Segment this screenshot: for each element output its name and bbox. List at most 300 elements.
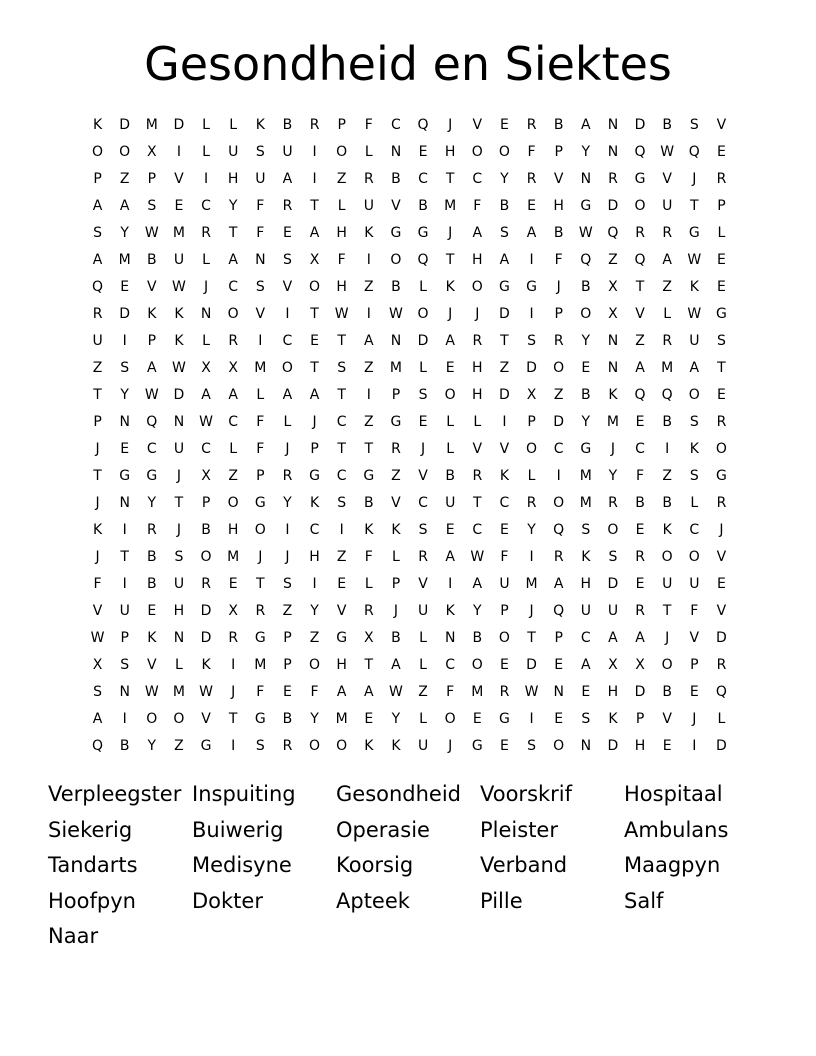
grid-cell[interactable]: N: [580, 171, 592, 187]
grid-cell[interactable]: V: [662, 171, 672, 187]
grid-cell[interactable]: R: [716, 414, 727, 430]
grid-cell[interactable]: R: [526, 495, 537, 511]
grid-cell[interactable]: V: [391, 495, 401, 511]
grid-cell[interactable]: H: [472, 360, 483, 376]
grid-cell[interactable]: B: [662, 414, 672, 430]
grid-cell[interactable]: C: [689, 522, 700, 538]
grid-cell[interactable]: E: [418, 144, 428, 160]
grid-cell[interactable]: R: [228, 630, 239, 646]
grid-cell[interactable]: W: [199, 414, 213, 430]
grid-cell[interactable]: S: [527, 738, 536, 754]
grid-cell[interactable]: S: [608, 549, 618, 565]
grid-cell[interactable]: V: [201, 711, 211, 727]
grid-cell[interactable]: G: [309, 468, 320, 484]
grid-cell[interactable]: G: [580, 198, 592, 214]
grid-cell[interactable]: A: [499, 252, 510, 268]
grid-cell[interactable]: M: [389, 360, 402, 376]
grid-cell[interactable]: L: [446, 441, 455, 457]
grid-cell[interactable]: U: [445, 495, 456, 511]
grid-cell[interactable]: N: [607, 360, 619, 376]
grid-cell[interactable]: J: [692, 171, 697, 187]
grid-cell[interactable]: Q: [661, 387, 673, 403]
grid-cell[interactable]: O: [309, 657, 321, 673]
grid-cell[interactable]: J: [448, 225, 453, 241]
grid-cell[interactable]: L: [717, 711, 726, 727]
grid-cell[interactable]: U: [662, 198, 673, 214]
grid-cell[interactable]: E: [120, 441, 130, 457]
grid-cell[interactable]: S: [689, 468, 699, 484]
grid-cell[interactable]: U: [580, 603, 591, 619]
grid-cell[interactable]: Z: [364, 360, 374, 376]
grid-cell[interactable]: S: [93, 684, 102, 700]
grid-cell[interactable]: G: [499, 711, 510, 727]
grid-cell[interactable]: W: [389, 306, 403, 322]
grid-cell[interactable]: J: [556, 279, 561, 295]
grid-cell[interactable]: U: [173, 576, 185, 592]
grid-cell[interactable]: J: [95, 549, 100, 565]
grid-cell[interactable]: V: [689, 630, 700, 646]
grid-cell[interactable]: H: [553, 198, 564, 214]
grid-cell[interactable]: O: [688, 387, 700, 403]
grid-cell[interactable]: P: [391, 576, 401, 592]
grid-cell[interactable]: A: [445, 333, 455, 349]
grid-cell[interactable]: S: [337, 360, 347, 376]
grid-cell[interactable]: B: [418, 198, 428, 214]
grid-cell[interactable]: P: [391, 387, 401, 403]
grid-cell[interactable]: L: [690, 495, 699, 511]
grid-cell[interactable]: V: [92, 603, 103, 619]
grid-cell[interactable]: S: [282, 252, 292, 268]
grid-cell[interactable]: C: [499, 495, 510, 511]
grid-cell[interactable]: J: [448, 306, 453, 322]
grid-cell[interactable]: C: [228, 279, 239, 295]
grid-cell[interactable]: I: [529, 549, 534, 565]
grid-cell[interactable]: U: [255, 171, 266, 187]
grid-cell[interactable]: E: [717, 576, 726, 592]
grid-cell[interactable]: I: [122, 711, 127, 727]
grid-cell[interactable]: R: [472, 333, 483, 349]
grid-cell[interactable]: C: [445, 657, 456, 673]
grid-cell[interactable]: L: [419, 630, 427, 646]
grid-cell[interactable]: U: [499, 576, 510, 592]
grid-cell[interactable]: P: [283, 657, 292, 673]
grid-cell[interactable]: C: [336, 414, 347, 430]
grid-cell[interactable]: R: [228, 333, 239, 349]
grid-cell[interactable]: E: [635, 522, 645, 538]
grid-cell[interactable]: T: [310, 360, 319, 376]
grid-cell[interactable]: A: [92, 711, 103, 727]
grid-cell[interactable]: P: [690, 657, 699, 673]
grid-cell[interactable]: I: [665, 441, 670, 457]
grid-cell[interactable]: Y: [310, 711, 319, 727]
grid-cell[interactable]: K: [147, 306, 157, 322]
grid-cell[interactable]: W: [524, 684, 539, 700]
grid-cell[interactable]: H: [472, 387, 483, 403]
grid-cell[interactable]: J: [719, 522, 724, 538]
grid-cell[interactable]: R: [526, 171, 537, 187]
grid-cell[interactable]: P: [120, 630, 129, 646]
grid-cell[interactable]: D: [173, 117, 185, 133]
grid-cell[interactable]: N: [607, 144, 619, 160]
grid-cell[interactable]: R: [146, 522, 157, 538]
grid-cell[interactable]: W: [470, 549, 485, 565]
grid-cell[interactable]: C: [309, 522, 320, 538]
grid-cell[interactable]: F: [636, 468, 645, 484]
grid-cell[interactable]: Q: [553, 522, 565, 538]
grid-cell[interactable]: Q: [92, 738, 104, 754]
grid-cell[interactable]: F: [337, 252, 346, 268]
grid-cell[interactable]: O: [281, 360, 293, 376]
grid-cell[interactable]: C: [418, 171, 428, 187]
grid-cell[interactable]: E: [310, 333, 319, 349]
grid-cell[interactable]: J: [692, 711, 697, 727]
grid-cell[interactable]: G: [580, 441, 592, 457]
grid-cell[interactable]: G: [688, 225, 700, 241]
grid-cell[interactable]: Q: [607, 225, 619, 241]
grid-cell[interactable]: N: [580, 738, 592, 754]
grid-cell[interactable]: T: [93, 387, 102, 403]
grid-cell[interactable]: Z: [499, 360, 510, 376]
grid-cell[interactable]: M: [661, 360, 674, 376]
grid-cell[interactable]: S: [174, 549, 184, 565]
grid-cell[interactable]: A: [364, 684, 374, 700]
grid-cell[interactable]: X: [228, 603, 238, 619]
grid-cell[interactable]: P: [500, 603, 509, 619]
grid-cell[interactable]: E: [527, 198, 536, 214]
grid-cell[interactable]: E: [283, 225, 292, 241]
grid-cell[interactable]: S: [282, 576, 292, 592]
grid-cell[interactable]: Y: [147, 495, 157, 511]
grid-cell[interactable]: C: [472, 171, 483, 187]
grid-cell[interactable]: I: [312, 171, 317, 187]
grid-cell[interactable]: T: [445, 171, 455, 187]
letter-grid[interactable]: [84, 112, 735, 760]
grid-cell[interactable]: B: [282, 117, 293, 133]
grid-cell[interactable]: R: [309, 117, 320, 133]
grid-cell[interactable]: H: [173, 603, 185, 619]
grid-cell[interactable]: B: [147, 549, 157, 565]
grid-cell[interactable]: D: [607, 738, 619, 754]
grid-cell[interactable]: L: [717, 225, 726, 241]
grid-cell[interactable]: I: [312, 576, 317, 592]
grid-cell[interactable]: Z: [282, 603, 293, 619]
grid-cell[interactable]: W: [144, 225, 159, 241]
grid-cell[interactable]: S: [337, 495, 347, 511]
grid-cell[interactable]: E: [147, 603, 157, 619]
grid-cell[interactable]: R: [662, 333, 673, 349]
grid-cell[interactable]: F: [690, 603, 699, 619]
grid-cell[interactable]: A: [92, 198, 103, 214]
grid-cell[interactable]: Y: [500, 171, 509, 187]
grid-cell[interactable]: V: [716, 603, 727, 619]
grid-cell[interactable]: O: [553, 495, 565, 511]
grid-cell[interactable]: R: [553, 549, 564, 565]
grid-cell[interactable]: O: [471, 279, 483, 295]
grid-cell[interactable]: F: [554, 252, 563, 268]
grid-cell[interactable]: H: [607, 684, 619, 700]
grid-cell[interactable]: W: [389, 684, 403, 700]
grid-cell[interactable]: I: [231, 738, 236, 754]
grid-cell[interactable]: B: [119, 738, 130, 754]
grid-cell[interactable]: K: [662, 522, 672, 538]
grid-cell[interactable]: E: [581, 684, 591, 700]
grid-cell[interactable]: P: [310, 441, 319, 457]
grid-cell[interactable]: L: [202, 333, 210, 349]
grid-cell[interactable]: R: [391, 441, 401, 457]
grid-cell[interactable]: C: [418, 495, 428, 511]
grid-cell[interactable]: N: [607, 333, 619, 349]
grid-cell[interactable]: P: [93, 171, 102, 187]
grid-cell[interactable]: S: [689, 414, 699, 430]
grid-cell[interactable]: Y: [608, 468, 618, 484]
grid-cell[interactable]: O: [390, 252, 402, 268]
grid-cell[interactable]: O: [498, 630, 510, 646]
grid-cell[interactable]: K: [499, 468, 510, 484]
grid-cell[interactable]: I: [312, 144, 317, 160]
grid-cell[interactable]: V: [662, 711, 672, 727]
grid-cell[interactable]: V: [174, 171, 184, 187]
grid-cell[interactable]: V: [147, 279, 157, 295]
grid-cell[interactable]: H: [634, 738, 646, 754]
grid-cell[interactable]: A: [472, 576, 483, 592]
grid-cell[interactable]: V: [635, 306, 645, 322]
grid-cell[interactable]: E: [635, 414, 645, 430]
grid-cell[interactable]: L: [419, 360, 427, 376]
grid-cell[interactable]: P: [554, 630, 563, 646]
grid-cell[interactable]: T: [228, 225, 238, 241]
grid-cell[interactable]: W: [172, 279, 186, 295]
grid-cell[interactable]: B: [499, 198, 510, 214]
grid-cell[interactable]: G: [471, 738, 483, 754]
grid-cell[interactable]: G: [526, 279, 537, 295]
grid-cell[interactable]: H: [444, 144, 456, 160]
grid-cell[interactable]: D: [119, 117, 131, 133]
grid-cell[interactable]: Q: [417, 117, 429, 133]
grid-cell[interactable]: B: [553, 117, 564, 133]
grid-cell[interactable]: L: [392, 549, 400, 565]
grid-cell[interactable]: C: [635, 441, 645, 457]
grid-cell[interactable]: A: [608, 630, 618, 646]
grid-cell[interactable]: Q: [553, 603, 565, 619]
grid-cell[interactable]: T: [635, 279, 645, 295]
grid-cell[interactable]: E: [500, 738, 509, 754]
grid-cell[interactable]: R: [363, 171, 374, 187]
grid-cell[interactable]: A: [581, 117, 591, 133]
grid-cell[interactable]: J: [665, 630, 670, 646]
grid-cell[interactable]: F: [364, 117, 373, 133]
grid-cell[interactable]: E: [283, 684, 292, 700]
grid-cell[interactable]: E: [717, 144, 726, 160]
grid-cell[interactable]: D: [607, 576, 619, 592]
grid-cell[interactable]: G: [716, 468, 727, 484]
grid-cell[interactable]: B: [662, 117, 672, 133]
grid-cell[interactable]: W: [199, 684, 213, 700]
grid-cell[interactable]: C: [580, 630, 591, 646]
grid-cell[interactable]: F: [446, 684, 455, 700]
grid-cell[interactable]: Z: [391, 468, 401, 484]
grid-cell[interactable]: K: [391, 738, 401, 754]
grid-cell[interactable]: K: [309, 495, 320, 511]
grid-cell[interactable]: V: [391, 198, 401, 214]
grid-cell[interactable]: I: [366, 387, 371, 403]
grid-cell[interactable]: I: [529, 306, 534, 322]
grid-cell[interactable]: P: [283, 630, 292, 646]
grid-cell[interactable]: R: [553, 333, 564, 349]
grid-cell[interactable]: J: [529, 603, 534, 619]
grid-cell[interactable]: B: [445, 468, 455, 484]
grid-cell[interactable]: Y: [228, 198, 238, 214]
grid-cell[interactable]: R: [201, 225, 211, 241]
grid-cell[interactable]: Z: [174, 738, 184, 754]
grid-cell[interactable]: I: [176, 144, 181, 160]
grid-cell[interactable]: N: [119, 495, 130, 511]
grid-cell[interactable]: X: [309, 252, 320, 268]
grid-cell[interactable]: B: [147, 252, 157, 268]
grid-cell[interactable]: Z: [336, 549, 347, 565]
grid-cell[interactable]: R: [716, 495, 727, 511]
grid-cell[interactable]: A: [689, 360, 700, 376]
grid-cell[interactable]: R: [608, 171, 618, 187]
grid-cell[interactable]: M: [172, 684, 185, 700]
grid-cell[interactable]: Q: [715, 684, 727, 700]
grid-cell[interactable]: B: [364, 495, 374, 511]
grid-cell[interactable]: Z: [662, 279, 672, 295]
grid-cell[interactable]: F: [256, 198, 265, 214]
grid-cell[interactable]: Z: [553, 387, 564, 403]
grid-cell[interactable]: T: [93, 468, 102, 484]
grid-cell[interactable]: V: [255, 306, 266, 322]
grid-cell[interactable]: P: [201, 495, 211, 511]
grid-cell[interactable]: J: [285, 549, 290, 565]
grid-cell[interactable]: O: [444, 387, 456, 403]
grid-cell[interactable]: W: [687, 306, 702, 322]
grid-cell[interactable]: E: [364, 711, 374, 727]
grid-cell[interactable]: A: [282, 171, 293, 187]
grid-cell[interactable]: Y: [310, 603, 319, 619]
grid-cell[interactable]: Y: [283, 495, 292, 511]
grid-cell[interactable]: K: [445, 279, 455, 295]
grid-cell[interactable]: H: [580, 576, 592, 592]
grid-cell[interactable]: Z: [418, 684, 428, 700]
grid-cell[interactable]: R: [635, 549, 645, 565]
grid-cell[interactable]: E: [554, 657, 564, 673]
grid-cell[interactable]: N: [119, 414, 130, 430]
grid-cell[interactable]: E: [174, 198, 184, 214]
grid-cell[interactable]: E: [472, 711, 482, 727]
grid-cell[interactable]: O: [309, 279, 321, 295]
grid-cell[interactable]: O: [336, 738, 348, 754]
grid-cell[interactable]: G: [634, 171, 646, 187]
grid-cell[interactable]: Y: [473, 603, 482, 619]
grid-cell[interactable]: D: [499, 387, 510, 403]
grid-cell[interactable]: A: [445, 549, 455, 565]
grid-cell[interactable]: L: [663, 306, 672, 322]
grid-cell[interactable]: I: [285, 306, 290, 322]
grid-cell[interactable]: S: [120, 657, 130, 673]
grid-cell[interactable]: A: [228, 252, 238, 268]
grid-cell[interactable]: M: [118, 252, 131, 268]
grid-cell[interactable]: L: [446, 414, 455, 430]
grid-cell[interactable]: M: [525, 576, 538, 592]
grid-cell[interactable]: Y: [147, 738, 157, 754]
grid-cell[interactable]: T: [228, 711, 238, 727]
grid-cell[interactable]: A: [526, 225, 537, 241]
grid-cell[interactable]: K: [201, 657, 211, 673]
grid-cell[interactable]: K: [689, 279, 699, 295]
grid-cell[interactable]: D: [553, 414, 565, 430]
grid-cell[interactable]: U: [417, 603, 429, 619]
grid-cell[interactable]: L: [419, 657, 427, 673]
grid-cell[interactable]: S: [581, 522, 591, 538]
grid-cell[interactable]: T: [310, 306, 319, 322]
grid-cell[interactable]: A: [201, 387, 211, 403]
grid-cell[interactable]: D: [417, 333, 429, 349]
grid-cell[interactable]: E: [554, 711, 564, 727]
grid-cell[interactable]: J: [448, 738, 453, 754]
grid-cell[interactable]: N: [173, 630, 185, 646]
grid-cell[interactable]: I: [203, 171, 209, 187]
grid-cell[interactable]: O: [444, 711, 456, 727]
grid-cell[interactable]: N: [173, 414, 185, 430]
grid-cell[interactable]: O: [254, 522, 266, 538]
grid-cell[interactable]: H: [336, 225, 347, 241]
grid-cell[interactable]: O: [471, 657, 483, 673]
grid-cell[interactable]: N: [390, 333, 402, 349]
grid-cell[interactable]: L: [473, 414, 482, 430]
grid-cell[interactable]: G: [390, 414, 402, 430]
grid-cell[interactable]: I: [529, 252, 534, 268]
grid-cell[interactable]: X: [201, 360, 211, 376]
grid-cell[interactable]: R: [716, 171, 727, 187]
grid-cell[interactable]: P: [147, 333, 157, 349]
grid-cell[interactable]: P: [527, 414, 536, 430]
grid-cell[interactable]: T: [473, 495, 482, 511]
grid-cell[interactable]: J: [448, 117, 453, 133]
grid-cell[interactable]: E: [662, 738, 672, 754]
grid-cell[interactable]: I: [339, 522, 344, 538]
grid-cell[interactable]: O: [227, 495, 239, 511]
grid-cell[interactable]: G: [716, 306, 727, 322]
grid-cell[interactable]: J: [176, 468, 181, 484]
grid-cell[interactable]: G: [200, 738, 212, 754]
grid-cell[interactable]: D: [173, 387, 185, 403]
grid-cell[interactable]: X: [201, 468, 211, 484]
grid-cell[interactable]: R: [92, 306, 103, 322]
grid-cell[interactable]: L: [202, 144, 210, 160]
grid-cell[interactable]: F: [256, 684, 265, 700]
grid-cell[interactable]: I: [285, 522, 290, 538]
grid-cell[interactable]: B: [391, 630, 401, 646]
grid-cell[interactable]: K: [391, 522, 401, 538]
grid-cell[interactable]: W: [144, 387, 159, 403]
grid-cell[interactable]: T: [174, 495, 184, 511]
grid-cell[interactable]: A: [635, 630, 645, 646]
grid-cell[interactable]: O: [526, 441, 538, 457]
grid-cell[interactable]: R: [716, 657, 727, 673]
grid-cell[interactable]: O: [200, 549, 212, 565]
grid-cell[interactable]: K: [255, 117, 265, 133]
grid-cell[interactable]: R: [363, 603, 374, 619]
grid-cell[interactable]: T: [662, 603, 672, 619]
grid-cell[interactable]: R: [282, 468, 293, 484]
grid-cell[interactable]: A: [581, 657, 591, 673]
grid-cell[interactable]: T: [364, 657, 374, 673]
grid-cell[interactable]: X: [608, 657, 618, 673]
grid-cell[interactable]: J: [231, 684, 236, 700]
grid-cell[interactable]: S: [418, 522, 428, 538]
grid-cell[interactable]: B: [391, 171, 401, 187]
grid-cell[interactable]: S: [499, 225, 509, 241]
